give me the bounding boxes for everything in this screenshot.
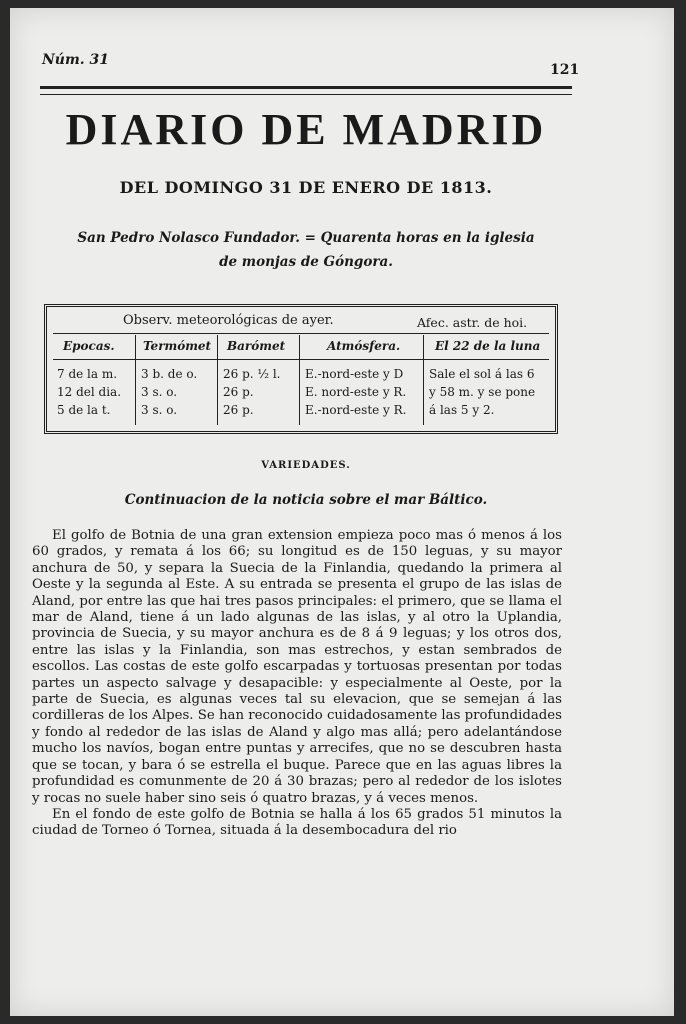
astro-line: y 58 m. y se pone (429, 385, 536, 399)
saints-line-2: de monjas de Góngora. (219, 254, 393, 270)
newspaper-page (10, 8, 674, 1016)
col-divider (423, 335, 424, 425)
col-header-termometro: Termómet (143, 339, 212, 353)
saints-of-the-day (50, 226, 562, 274)
weather-table (44, 304, 558, 434)
table-cell-barometro: 26 p. (223, 403, 254, 417)
col-header-luna: El 22 de la luna (435, 339, 541, 353)
article-paragraph: En el fondo de este golfo de Botnia se halla á los 65 grados 51 minutos la ciudad de Torneo ó Tornea, situada á la desembocadura del rio (32, 806, 562, 839)
page-number: 121 (550, 62, 580, 78)
table-cell-barometro: 26 p. ½ l. (223, 367, 281, 381)
col-header-epocas: Epocas. (63, 339, 115, 353)
weather-title-astro: Afec. astr. de hoi. (417, 315, 528, 330)
astro-line: á las 5 y 2. (429, 403, 495, 417)
article-paragraph: El golfo de Botnia de una gran extension empieza poco mas ó menos á los 60 grados, y remata á los 66; su longitud es de 150 leguas, y su mayor anchura de 50, y separa la Suecia de la Finlandia, quedando la primera al Oeste y la segunda al Este. A su entrada se presenta el grupo de las islas de Aland, por entre las que hai tres pasos principales: el primero, que se llama el mar de Aland, tiene á un lado algunas de las islas, y al otro la Uplandia, provincia de Suecia, y su mayor anchura es de 8 á 9 leguas; y los otros dos, entre las islas y la Finlandia, son mas estrechos, y estan sembrados de escollos. Las costas de este golfo escarpadas y tortuosas presentan por todas partes un aspecto salvage y desapacible: y especialmente al Oeste, por la parte de Suecia, es algunas veces tal su elevacion, que se semejan á las cordilleras de los Alpes. Se han reconocido cuidadosamente las profundidades y fondo al rededor de las islas de Aland y algo mas allá; pero adelantándose mucho los navíos, bogan entre puntas y arrecifes, que no se descubren hasta que se tocan, y bara ó se estrella el buque. Parece que en las aguas libres la profundidad es comunmente de 20 á 30 brazas; pero al rededor de los islotes y rocas no suele haber sino seis ó quatro brazas, y á veces menos. (32, 528, 562, 806)
issue-number: Núm. 31 (42, 52, 110, 68)
astro-line: Sale el sol á las 6 (429, 367, 535, 381)
weather-rule-header (53, 359, 549, 360)
weather-rule-top (53, 333, 549, 334)
table-cell-epoca: 7 de la m. (57, 367, 118, 381)
dateline: DEL DOMINGO 31 DE ENERO DE 1813. (119, 178, 493, 197)
table-cell-termometro: 3 s. o. (141, 403, 178, 417)
masthead-title: DIARIO DE MADRID (65, 105, 547, 154)
col-divider (299, 335, 300, 425)
col-header-atmosfera: Atmósfera. (327, 339, 401, 353)
table-cell-barometro: 26 p. (223, 385, 254, 399)
col-divider (135, 335, 136, 425)
weather-title-observations: Observ. meteorológicas de ayer. (123, 313, 334, 328)
header-rule-thick (40, 86, 572, 89)
col-divider (217, 335, 218, 425)
saints-line-1: San Pedro Nolasco Fundador. = Quarenta horas en la iglesia (77, 230, 535, 246)
table-cell-atmosfera: E. nord-este y R. (305, 385, 407, 399)
header-rule-thin (40, 94, 572, 95)
col-header-barometro: Barómet (227, 339, 286, 353)
table-cell-atmosfera: E.-nord-este y D (305, 367, 404, 381)
table-cell-atmosfera: E.-nord-este y R. (305, 403, 407, 417)
table-cell-epoca: 12 del dia. (57, 385, 122, 399)
table-cell-epoca: 5 de la t. (57, 403, 111, 417)
section-title: VARIEDADES. (261, 460, 351, 471)
table-cell-termometro: 3 s. o. (141, 385, 178, 399)
article-subtitle: Continuacion de la noticia sobre el mar Báltico. (124, 492, 488, 508)
article-body (32, 528, 562, 840)
table-cell-termometro: 3 b. de o. (141, 367, 198, 381)
